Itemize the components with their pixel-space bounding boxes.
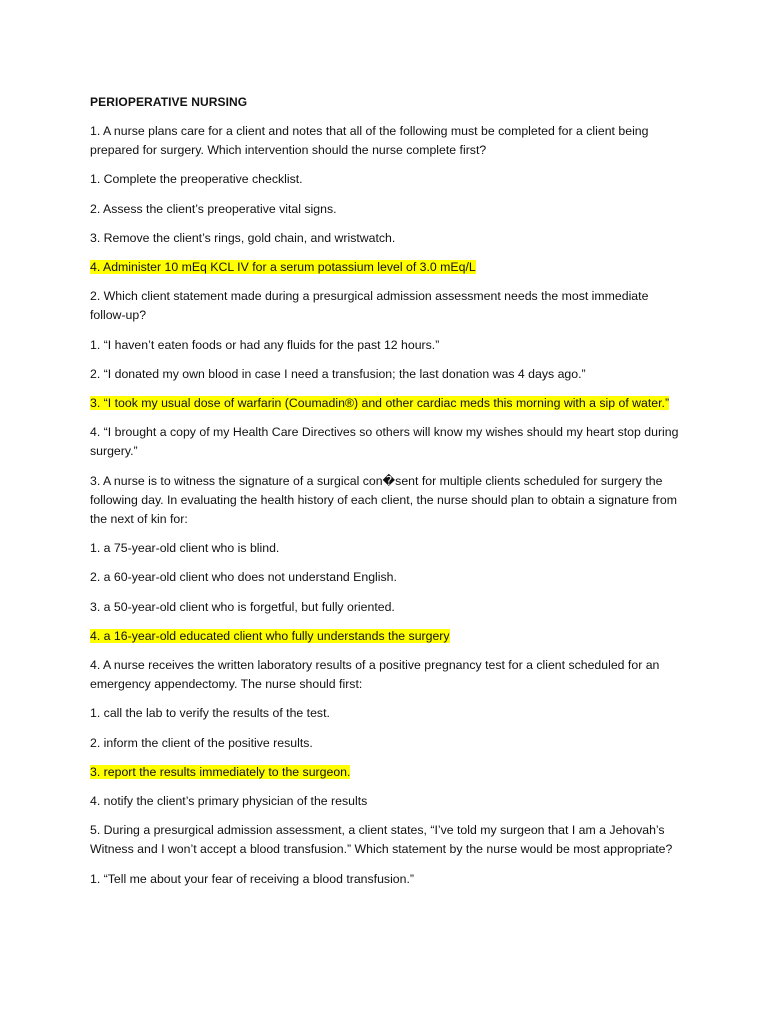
paragraph [90,336,682,355]
paragraph-text: 2. a 60-year-old client who does not understand English. [90,570,397,585]
paragraph [90,287,682,325]
paragraph-text: 3. report the results immediately to the surgeon. [90,764,351,779]
paragraph-text: 3. “I took my usual dose of warfarin (Coumadin®) and other cardiac meds this morning with a sip of water.” [90,396,670,411]
paragraph [90,792,682,811]
paragraph [90,365,682,384]
paragraph [90,704,682,723]
paragraph-text: 2. Which client statement made during a presurgical admission assessment needs the most immediate follow-up? [90,289,649,323]
paragraph [90,870,682,889]
paragraph-list [90,122,682,889]
paragraph-text: 2. inform the client of the positive results. [90,735,313,750]
paragraph [90,423,682,461]
highlighted-answer [90,258,682,277]
paragraph-text: 4. Administer 10 mEq KCL IV for a serum potassium level of 3.0 mEq/L [90,260,476,275]
paragraph-text: 4. A nurse receives the written laboratory results of a positive pregnancy test for a client scheduled for an emergency appendectomy. The nurse should first: [90,658,660,692]
paragraph [90,122,682,160]
paragraph-text: 5. During a presurgical admission assessment, a client states, “I’ve told my surgeon that I am a Jehovah’s Witness and I won’t accept a blood transfusion.” Which statement by the nurse would be most appropriate? [90,823,673,857]
paragraph [90,656,682,694]
paragraph-text: 3. A nurse is to witness the signature of a surgical con�sent for multiple clients scheduled for surgery the following day. In evaluating the health history of each client, the nurse should plan to obtain a signature from the next of kin for: [90,473,677,527]
paragraph-text: 1. a 75-year-old client who is blind. [90,541,280,556]
paragraph [90,568,682,587]
paragraph [90,472,682,530]
paragraph [90,229,682,248]
paragraph [90,734,682,753]
paragraph [90,539,682,558]
paragraph-text: 1. Complete the preoperative checklist. [90,172,303,187]
highlighted-answer [90,394,682,413]
paragraph [90,170,682,189]
paragraph-text: 4. a 16-year-old educated client who fully understands the surgery [90,628,450,643]
paragraph [90,821,682,859]
paragraph [90,200,682,219]
paragraph-text: 4. “I brought a copy of my Health Care Directives so others will know my wishes should my heart stop during surgery.” [90,425,679,459]
paragraph-text: 3. a 50-year-old client who is forgetful, but fully oriented. [90,599,395,614]
paragraph-text: 2. Assess the client’s preoperative vital signs. [90,201,337,216]
paragraph [90,598,682,617]
highlighted-answer [90,627,682,646]
paragraph-text: 4. notify the client’s primary physician of the results [90,794,368,809]
paragraph-text: 1. “I haven’t eaten foods or had any fluids for the past 12 hours.” [90,337,440,352]
paragraph-text: 1. “Tell me about your fear of receiving a blood transfusion.” [90,871,414,886]
paragraph-text: 1. call the lab to verify the results of the test. [90,706,330,721]
document-title: PERIOPERATIVE NURSING [90,95,248,109]
highlighted-answer [90,763,682,782]
document-page [90,93,682,899]
paragraph-text: 3. Remove the client’s rings, gold chain, and wristwatch. [90,230,396,245]
paragraph-text: 2. “I donated my own blood in case I need a transfusion; the last donation was 4 days ago.” [90,366,586,381]
paragraph-text: 1. A nurse plans care for a client and notes that all of the following must be completed for a client being prepared for surgery. Which intervention should the nurse complete first? [90,124,649,158]
